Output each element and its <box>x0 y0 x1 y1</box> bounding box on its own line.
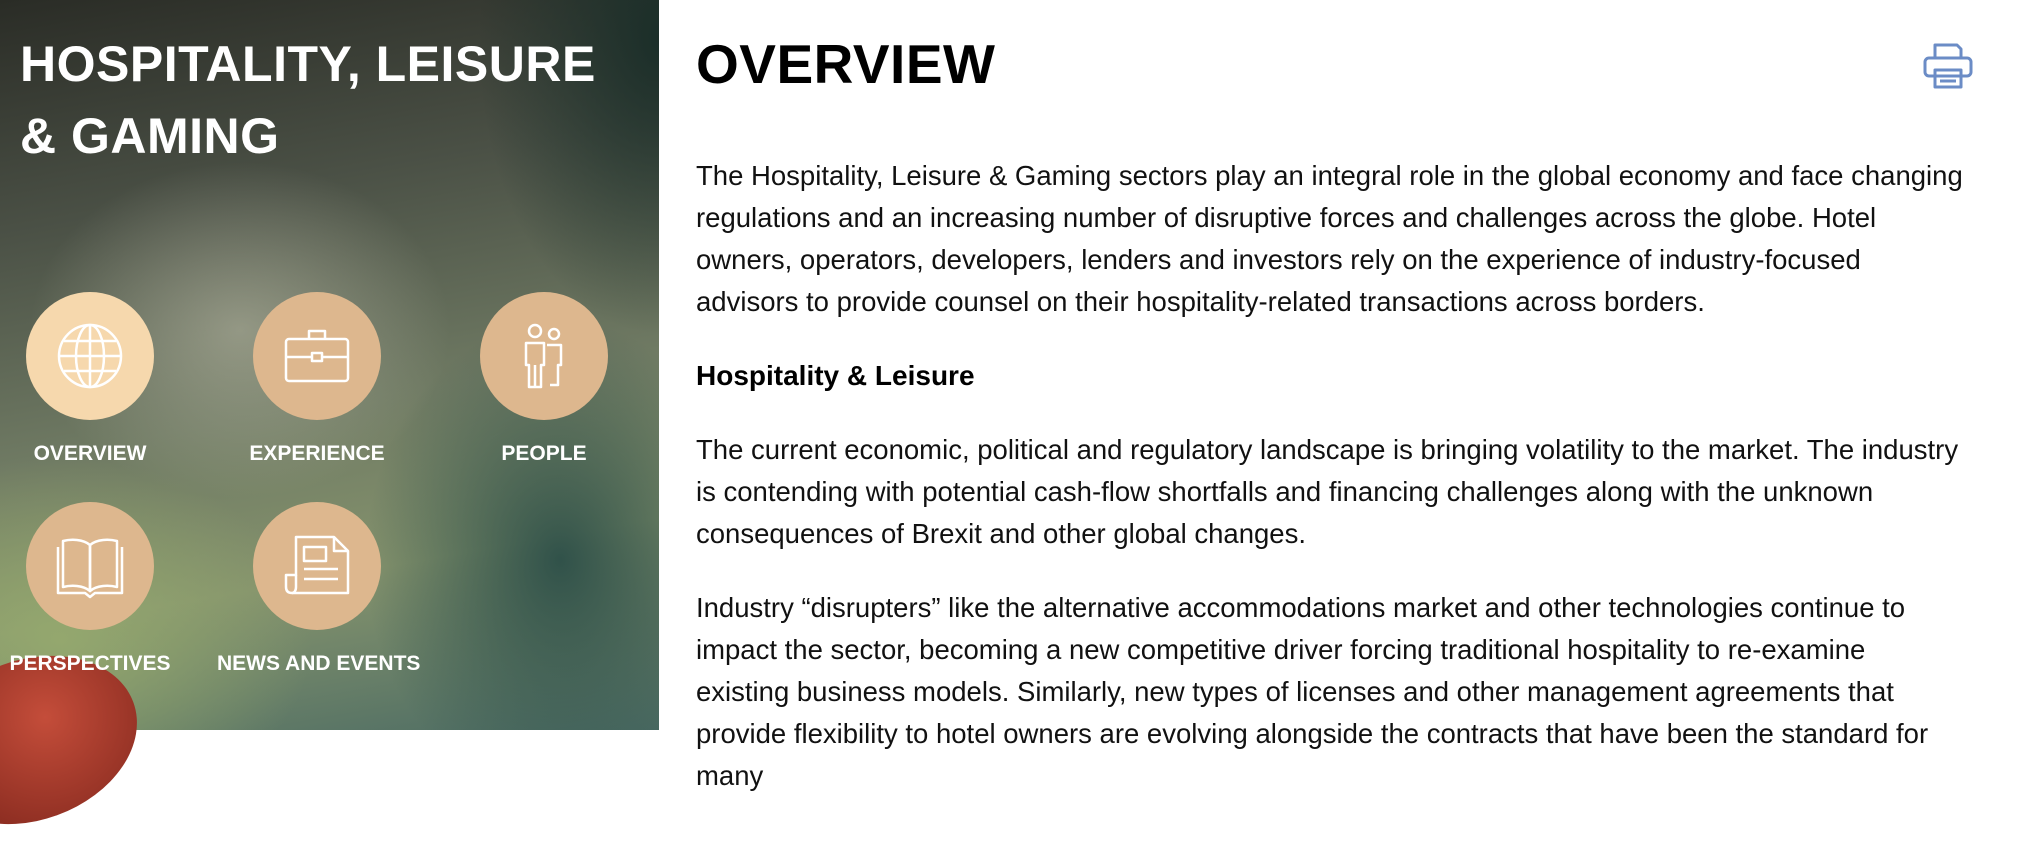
nav-perspectives[interactable] <box>0 502 190 676</box>
hero-panel <box>0 0 659 730</box>
nav-experience[interactable] <box>217 292 417 466</box>
briefcase-icon <box>282 321 352 391</box>
paragraph-disrupters: Industry “disrupters” like the alternative accommodations market and other technologies continue to impact the sector, becoming a new competitive driver forcing traditional hospitality to re-examine existing business models. Similarly, new types of licenses and other management agreements that provide flexibility to hotel owners are evolving alongside the contracts that have been the standard for many <box>696 592 1929 791</box>
nav-news-and-events-circle[interactable] <box>253 502 381 630</box>
paragraph-market: The current economic, political and regulatory landscape is bringing volatility to the market. The industry is contending with potential cash-flow shortfalls and financing challenges along with the unknown consequences of Brexit and other global changes. <box>696 434 1959 549</box>
print-icon <box>1922 42 1974 90</box>
page-title: OVERVIEW <box>696 33 996 95</box>
print-button[interactable] <box>1922 42 1974 90</box>
nav-news-and-events-label[interactable]: NEWS AND EVENTS <box>217 652 421 675</box>
nav-perspectives-label[interactable]: PERSPECTIVES <box>9 652 171 675</box>
nav-overview-circle[interactable] <box>26 292 154 420</box>
nav-experience-circle[interactable] <box>253 292 381 420</box>
globe-icon <box>55 321 125 391</box>
nav-people-label[interactable]: PEOPLE <box>501 442 587 465</box>
main-content <box>659 0 2024 791</box>
nav-people[interactable] <box>444 292 644 466</box>
nav-overview-label[interactable]: OVERVIEW <box>33 442 147 465</box>
nav-experience-label[interactable]: EXPERIENCE <box>249 442 385 465</box>
nav-perspectives-circle[interactable] <box>26 502 154 630</box>
nav-news-and-events[interactable] <box>217 502 421 676</box>
hero-title: HOSPITALITY, LEISURE & GAMING <box>20 36 596 164</box>
article-body <box>696 155 1966 829</box>
nav-overview[interactable] <box>0 292 190 466</box>
nav-people-circle[interactable] <box>480 292 608 420</box>
paragraph-intro: The Hospitality, Leisure & Gaming sectors play an integral role in the global economy and face changing regulations and an increasing number of disruptive forces and challenges across the globe. Hotel owners, operators, developers, lenders and investors rely on the experience of industry-focused advisors to provide counsel on their hospitality-related transactions across borders. <box>696 160 1963 317</box>
book-icon <box>55 531 125 601</box>
people-icon <box>509 321 579 391</box>
section-heading-hospitality-leisure: Hospitality & Leisure <box>696 360 975 391</box>
newspaper-icon <box>282 531 352 601</box>
